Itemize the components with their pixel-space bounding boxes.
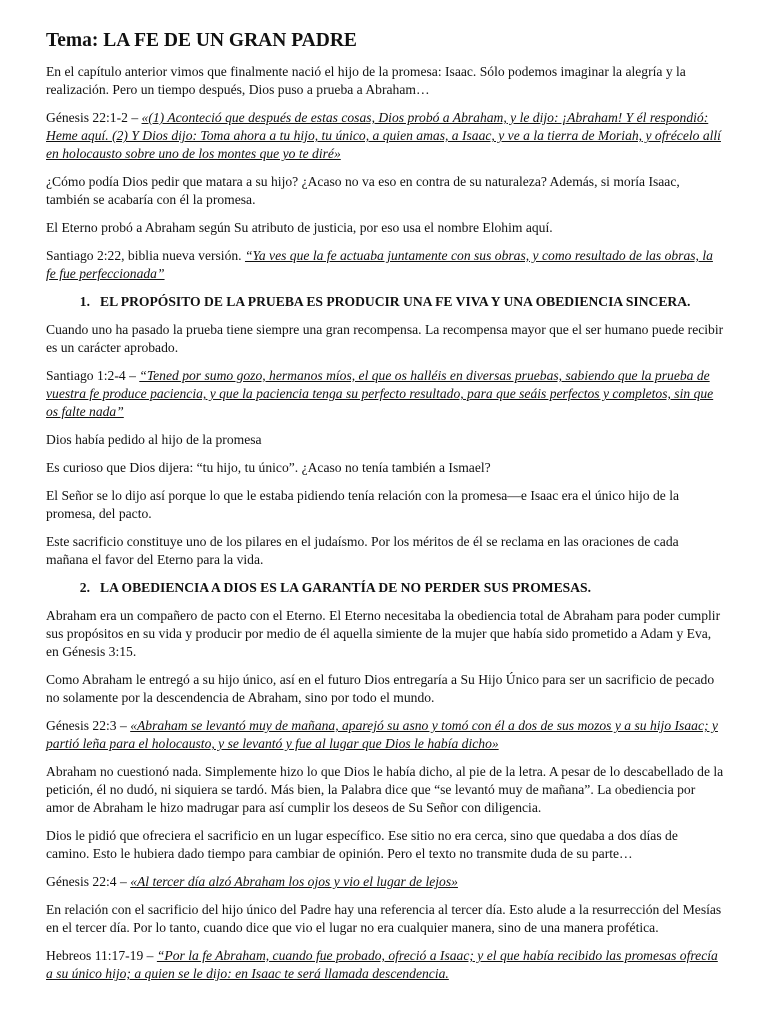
scripture-citation [46,947,724,983]
section-heading-text: EL PROPÓSITO DE LA PRUEBA ES PRODUCIR UNA FE VIVA Y UNA OBEDIENCIA SINCERA. [100,294,691,309]
citation-quote: «Al tercer día alzó Abraham los ojos y vio el lugar de lejos» [130,874,458,890]
scripture-citation [46,247,724,283]
body-paragraph: ¿Cómo podía Dios pedir que matara a su hijo? ¿Acaso no va eso en contra de su naturaleza? Además, si moría Isaac, también se acabaría con él la promesa. [46,174,680,208]
document-body [46,63,724,983]
scripture-citation [46,109,724,164]
body-paragraph: Este sacrificio constituye uno de los pilares en el judaísmo. Por los méritos de él se reclama en las oraciones de cada mañana el favor del Eterno para la vida. [46,533,679,567]
section-number: 2. [79,579,90,595]
citation-reference: Hebreos 11:17-19 – [46,948,157,963]
document-title: Tema: LA FE DE UN GRAN PADRE [46,30,357,51]
citation-reference: Génesis 22:1-2 – [46,110,142,125]
citation-quote: «(1) Aconteció que después de estas cosas, Dios probó a Abraham, y le dijo: ¡Abraham! Y él respondió: Heme aquí. (2) Y Dios dijo: Toma ahora a tu hijo, tu único, a quien amas, a Isaac, y ve a la tierra de Moriah, y ofrécelo allí en holocausto sobre uno de los montes que yo te diré» [46,110,721,162]
body-paragraph: Es curioso que Dios dijera: “tu hijo, tu único”. ¿Acaso no tenía también a Ismael? [46,460,491,475]
body-paragraph: El Eterno probó a Abraham según Su atributo de justicia, por eso usa el nombre Elohim aquí. [46,220,553,236]
body-paragraph: Abraham no cuestionó nada. Simplemente hizo lo que Dios le había dicho, al pie de la letra. A pesar de lo descabellado de la petición, él no dudó, ni siquiera se tardó. Más bien, la Palabra dice que “se levantó muy de mañana”. La obediencia por amor de Abraham le hizo madrugar para así cumplir los deseos de Su Señor con diligencia. [46,764,724,816]
body-paragraph: Dios había pedido al hijo de la promesa [46,432,262,448]
citation-reference: Santiago 1:2-4 – [46,368,140,383]
scripture-citation [46,873,724,891]
section-heading-text: LA OBEDIENCIA A DIOS ES LA GARANTÍA DE NO PERDER SUS PROMESAS. [100,579,591,595]
section-heading [46,579,724,597]
body-paragraph: En relación con el sacrificio del hijo único del Padre hay una referencia al tercer día. Esto alude a la resurrección del Mesías en el tercer día. Por lo tanto, cuando dice que vio el lugar no era cualquier manera, sino de una manera profética. [46,902,722,936]
section-number: 1. [79,294,90,309]
section-heading [46,293,724,311]
body-paragraph: El Señor se lo dijo así porque lo que le estaba pidiendo tenía relación con la promesa—e Isaac era el único hijo de la promesa, del pacto. [46,487,680,521]
citation-reference: Génesis 22:4 – [46,874,131,890]
citation-reference: Génesis 22:3 – [46,718,131,733]
citation-reference: Santiago 2:22, biblia nueva versión. [46,248,245,263]
scripture-citation [46,367,724,422]
body-paragraph: Cuando uno ha pasado la prueba tiene siempre una gran recompensa. La recompensa mayor que el ser humano puede recibir es un carácter aprobado. [46,322,724,356]
body-paragraph: En el capítulo anterior vimos que finalmente nació el hijo de la promesa: Isaac. Sólo podemos imaginar la alegría y la realización. Pero un tiempo después, Dios puso a prueba a Abraham… [46,64,686,98]
citation-quote: “Ya ves que la fe actuaba juntamente con sus obras, y como resultado de las obras, la fe fue perfeccionada” [46,248,713,282]
scripture-citation [46,717,724,753]
body-paragraph: Como Abraham le entregó a su hijo único, así en el futuro Dios entregaría a Su Hijo Único para ser un sacrificio de pecado no solamente por la descendencia de Abraham, sino por todo el mundo. [46,672,715,706]
body-paragraph: Abraham era un compañero de pacto con el Eterno. El Eterno necesitaba la obediencia total de Abraham para poder cumplir sus propósitos en su vida y producir por medio de él aquella simiente de la mujer que había sido prometido a Adam y Eva, en Génesis 3:15. [46,607,721,660]
citation-quote: «Abraham se levantó muy de mañana, aparejó su asno y tomó con él a dos de sus mozos y a su hijo Isaac; y partió leña para el holocausto, y se levantó y fue al lugar que Dios le había dicho» [46,718,718,752]
citation-quote: “Tened por sumo gozo, hermanos míos, el que os halléis en diversas pruebas, sabiendo que la prueba de vuestra fe produce paciencia, y que la paciencia tenga su perfecto resultado, para que seáis perfectos y completos, sin que os falte nada” [46,368,714,420]
body-paragraph: Dios le pidió que ofreciera el sacrificio en un lugar específico. Ese sitio no era cerca, sino que quedaba a dos días de camino. Esto le hubiera dado tiempo para cambiar de opinión. Pero el texto no transmite duda de su parte… [46,828,678,862]
citation-quote: “Por la fe Abraham, cuando fue probado, ofreció a Isaac; y el que había recibido las promesas ofrecía a su único hijo; a quien se le dijo: en Isaac te será llamada descendencia. [46,948,718,982]
